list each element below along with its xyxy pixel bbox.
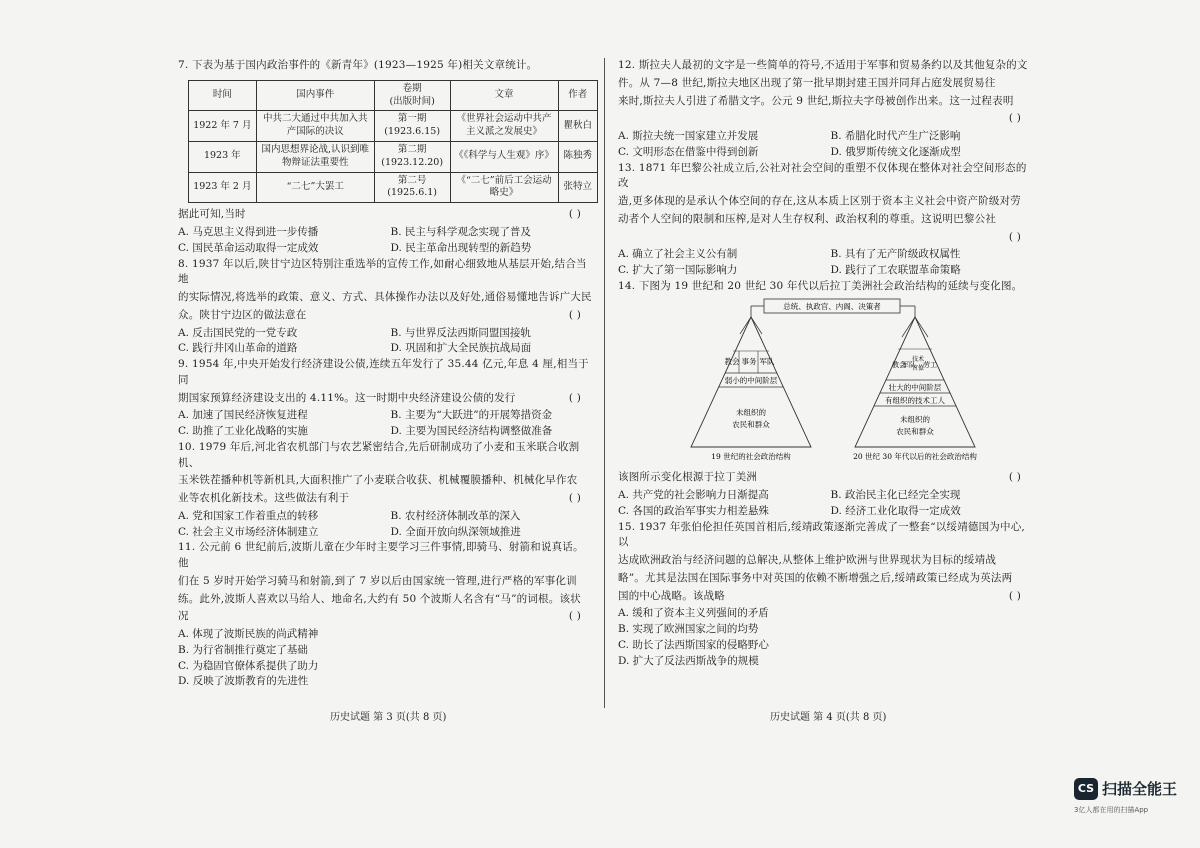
option-d: D. 反映了波斯教育的先进性 xyxy=(178,675,309,688)
option-a: A. 加速了国民经济恢复进程 xyxy=(178,409,308,422)
q8-options xyxy=(178,326,593,358)
q12-options xyxy=(618,129,1033,161)
cell-author: 陈独秀 xyxy=(558,142,597,173)
option-a: A. 共产党的社会影响力日渐提高 xyxy=(618,489,769,501)
option-b: B. 具有了无产阶级政权属性 xyxy=(830,248,961,261)
q10-line: 玉米铁茬播种机等新机具,大面积推广了小麦联合收获、机械覆膜播种、机械化早作农 xyxy=(178,474,578,487)
right-box-tech: 技术 xyxy=(911,355,925,363)
q13-paren-line xyxy=(618,230,1033,246)
option-d: D. 经济工业化取得一定成效 xyxy=(830,504,961,517)
option-c: C. 国民革命运动取得一定成效 xyxy=(178,241,319,254)
left-box-church: 教会 xyxy=(724,356,740,366)
option-a: A. 体现了波斯民族的尚武精神 xyxy=(178,628,319,640)
cell-event: 中共二大通过中共加入共产国际的决议 xyxy=(256,111,374,142)
left-middle-class-label: 弱小的中间阶层 xyxy=(724,375,778,385)
page-footer-right: 历史试题 第 4 页(共 8 页) xyxy=(770,712,887,723)
q12-line: 件。从 7—8 世纪,斯拉夫地区出现了第一批早期封建王国并同拜占庭发展贸易往 xyxy=(618,76,996,89)
option-c: C. 文明形态在借鉴中得到创新 xyxy=(618,145,759,158)
option-b: B. 为行省制推行奠定了基础 xyxy=(178,643,308,656)
q15-line-last xyxy=(618,589,1033,605)
table-row xyxy=(189,111,598,142)
q10-line-text: 业等农机化新技术。这些做法有利于 xyxy=(178,492,350,504)
option-d: D. 践行了工农联盟革命策略 xyxy=(830,264,961,276)
q7-lead xyxy=(178,207,593,223)
question-10 xyxy=(178,440,593,541)
q14-stem: 14. 下图为 19 世纪和 20 世纪 30 年代以后拉丁美洲社会政治结构的延续与变化图。 xyxy=(618,279,1023,292)
answer-paren: ( ) xyxy=(568,492,581,504)
q14-options xyxy=(618,488,1033,520)
question-12 xyxy=(618,58,1033,161)
q14-lead xyxy=(618,470,1033,486)
q11-options xyxy=(178,627,593,690)
question-14 xyxy=(618,279,1033,520)
q7-options xyxy=(178,225,593,257)
cell-issue xyxy=(374,172,450,203)
right-skilled-workers-label: 有组织的技术工人 xyxy=(885,395,945,405)
cell-time: 1922 年 7 月 xyxy=(189,111,257,142)
q7-table xyxy=(188,80,598,204)
option-a: A. 党和国家工作着重点的转移 xyxy=(178,509,319,522)
cell-article: 《世界社会运动中共产主义派之发展史》 xyxy=(450,111,558,142)
q9-options xyxy=(178,408,593,440)
page-footer-left: 历史试题 第 3 页(共 8 页) xyxy=(330,712,447,723)
q15-line: 达成欧洲政治与经济问题的总解决,从整体上维护欧洲与世界现状为目标的绥靖战 xyxy=(618,554,997,566)
right-bottom-label-2: 农民和群众 xyxy=(896,426,934,436)
scanner-logo xyxy=(1074,778,1177,801)
option-d: D. 扩大了反法西斯战争的规模 xyxy=(618,654,759,667)
table-row xyxy=(189,172,598,203)
q7-lead-text: 据此可知,当时 xyxy=(178,208,246,221)
q7-stem: 7. 下表为基于国内政治事件的《新青年》(1923—1925 年)相关文章统计。 xyxy=(178,59,538,71)
option-d: D. 主要为国民经济结构调整做准备 xyxy=(390,425,553,437)
header-time: 时间 xyxy=(189,80,257,111)
answer-paren: ( ) xyxy=(1008,589,1021,602)
q12-line: 12. 斯拉夫人最初的文字是一些简单的符号,不适用于军事和贸易条约以及其他复杂的文 xyxy=(618,59,1028,71)
pyramid-apex-line xyxy=(902,317,915,337)
q13-line: 造,更多体现的是承认个体空间的存在,这从本质上区别于资本主义社会中资产阶级对劳 xyxy=(618,195,1021,207)
option-d: D. 巩固和扩大全民族抗战局面 xyxy=(390,342,532,355)
q15-options xyxy=(618,606,1033,669)
cell-time: 1923 年 xyxy=(189,142,257,173)
right-box-army: 军队 xyxy=(902,360,916,369)
cell-article: 《“二七”前后工会运动略史》 xyxy=(450,172,558,203)
answer-paren: ( ) xyxy=(1008,230,1021,243)
cell-author: 瞿秋白 xyxy=(558,111,597,142)
q11-line: 练。此外,波斯人喜欢以马给人、地命名,大约有 50 个波斯人名含有“马”的词根。该状 xyxy=(178,592,581,605)
cell-time: 1923 年 2 月 xyxy=(189,172,257,203)
question-13 xyxy=(618,161,1033,279)
option-a: A. 马克思主义得到进一步传播 xyxy=(178,226,319,238)
cell-author: 张特立 xyxy=(558,172,597,203)
q12-paren-line xyxy=(618,111,1033,127)
option-d: D. 民主革命出现转型的新趋势 xyxy=(390,241,532,254)
pyramid-apex-line xyxy=(915,317,928,337)
header-issue-line1: 卷期 xyxy=(402,82,422,94)
q10-line: 10. 1979 年后,河北省农机部门与农艺紧密结合,先后研制成功了小麦和玉米联合收割机、 xyxy=(178,440,580,469)
option-a: A. 缓和了资本主义列强间的矛盾 xyxy=(618,607,769,620)
table-header-row xyxy=(189,80,598,111)
option-a: A. 斯拉夫统一国家建立并发展 xyxy=(618,130,759,142)
q8-line-last xyxy=(178,308,593,324)
cs-logo-icon: CS xyxy=(1074,778,1098,800)
q15-line: 略”。尤其是法国在国际事务中对英国的依赖不断增强之后,绥靖政策已经成为英法两 xyxy=(618,571,1013,584)
question-9 xyxy=(178,357,593,440)
option-c: C. 助长了法西斯国家的侵略野心 xyxy=(618,638,769,651)
right-bottom-label-1: 未组织的 xyxy=(900,414,930,424)
question-8 xyxy=(178,257,593,358)
option-c: C. 扩大了第一国际影响力 xyxy=(618,264,738,276)
q13-line: 动者个人空间的限制和压榨,是对人生存权利、政治权利的尊重。这说明巴黎公社 xyxy=(618,212,997,225)
q14-social-structure-diagram xyxy=(618,297,1033,465)
right-middle-class-label: 壮大的中间阶层 xyxy=(888,382,942,392)
option-d: D. 俄罗斯传统文化逐渐成型 xyxy=(830,145,961,158)
left-page-column xyxy=(178,58,593,690)
option-b: B. 与世界反法西斯同盟国接轨 xyxy=(390,326,531,339)
q11-line-text: 况 xyxy=(178,610,189,623)
question-15 xyxy=(618,520,1033,670)
q11-line: 11. 公元前 6 世纪前后,波斯儿童在少年时主要学习三件事情,即骑马、射箭和说真话。他 xyxy=(178,541,584,569)
q13-line: 13. 1871 年巴黎公社成立后,公社对社会空间的重塑不仅体现在整体对社会空间形态的改 xyxy=(618,161,1027,190)
answer-paren: ( ) xyxy=(568,391,581,404)
option-c: C. 社会主义市场经济体制建立 xyxy=(178,525,319,538)
header-issue-line2: (出版时间) xyxy=(389,95,435,107)
option-d: D. 全面开放向纵深领域推进 xyxy=(390,525,521,538)
answer-paren: ( ) xyxy=(568,308,581,321)
q8-line: 的实际情况,将选举的政策、意义、方式、具体操作办法以及好处,通俗易懂地告诉广大民 xyxy=(178,291,592,303)
q12-line: 来时,斯拉夫人引进了希腊文字。公元 9 世纪,斯拉夫字母被创作出来。这一过程表明 xyxy=(618,94,1014,107)
option-b: B. 民主与科学观念实现了普及 xyxy=(390,226,531,238)
header-event: 国内事件 xyxy=(256,80,374,111)
cell-issue-date: (1925.6.1) xyxy=(387,187,438,199)
option-c: C. 践行井冈山革命的道路 xyxy=(178,342,298,355)
cell-event: “二七”大罢工 xyxy=(256,172,374,203)
table-row xyxy=(189,142,598,173)
q15-line: 15. 1937 年张伯伦担任英国首相后,绥靖政策逐渐完善成了一整套“以绥靖德国为中心,以 xyxy=(618,520,1025,549)
option-b: B. 政治民主化已经完全实现 xyxy=(830,489,961,501)
left-bottom-label-1: 未组织的 xyxy=(736,407,766,417)
q9-line-text: 期国家预算经济建设支出的 4.11%。这一时期中央经济建设公债的发行 xyxy=(178,391,516,404)
top-leadership-label: 总统、执政官、内阁、决策者 xyxy=(783,301,881,311)
right-box-church: 教会 xyxy=(892,360,906,369)
left-caption: 19 世纪的社会政治结构 xyxy=(711,451,791,461)
question-7 xyxy=(178,58,593,257)
header-article: 文章 xyxy=(450,80,558,111)
right-box-bureaucracy: 官僚 xyxy=(911,364,925,372)
answer-paren: ( ) xyxy=(568,610,581,623)
q9-line: 9. 1954 年,中央开始发行经济建设公债,连续五年发行了 35.44 亿元,年息 4 厘,相当于同 xyxy=(178,358,589,386)
right-box-labor: 劳工 xyxy=(923,360,937,369)
cell-issue-date: (1923.6.15) xyxy=(384,126,441,138)
option-b: B. 主要为“大跃进”的开展筹措资金 xyxy=(390,409,553,422)
left-bottom-label-2: 农民和群众 xyxy=(732,419,770,429)
q8-line: 8. 1937 年以后,陕甘宁边区特别注重选举的宣传工作,如耐心细致地从基层开始,结合当地 xyxy=(178,257,587,286)
q9-line-last xyxy=(178,391,593,407)
answer-paren: ( ) xyxy=(568,208,581,221)
option-a: A. 确立了社会主义公有制 xyxy=(618,248,738,261)
left-box-affairs: 事务 xyxy=(741,356,757,366)
option-a: A. 反击国民党的一党专政 xyxy=(178,326,298,339)
answer-paren: ( ) xyxy=(1008,471,1021,484)
header-author: 作者 xyxy=(558,80,597,111)
q14-lead-text: 该图所示变化根源于拉丁美洲 xyxy=(618,471,758,484)
pyramid-apex-line xyxy=(740,317,751,334)
cell-article: 《《科学与人生观》序》 xyxy=(450,142,558,173)
q15-line-text: 国的中心战略。该战略 xyxy=(618,589,725,602)
answer-paren: ( ) xyxy=(1008,112,1021,125)
q10-line-last xyxy=(178,491,593,507)
page-divider xyxy=(604,58,605,708)
q13-options xyxy=(618,247,1033,279)
option-b: B. 实现了欧洲国家之间的均势 xyxy=(618,623,759,635)
option-c: C. 为稳固官僚体系提供了助力 xyxy=(178,659,319,672)
cell-issue-name: 第一期 xyxy=(397,113,427,125)
scanner-app-tagline: 3亿人都在用的扫描App xyxy=(1074,806,1149,814)
scanner-app-name: 扫描全能王 xyxy=(1102,780,1178,798)
cell-issue-date: (1923.12.20) xyxy=(381,156,444,168)
option-c: C. 各国的政治军事实力相差悬殊 xyxy=(618,504,769,517)
cell-issue xyxy=(374,111,450,142)
q10-options xyxy=(178,509,593,541)
pyramid-apex-line xyxy=(751,317,762,334)
cell-issue-name: 第二号 xyxy=(397,174,427,186)
option-b: B. 农村经济体制改革的深入 xyxy=(390,509,521,522)
cell-issue xyxy=(374,142,450,173)
cell-issue-name: 第二期 xyxy=(397,144,427,155)
q8-line-text: 众。陕甘宁边区的做法意在 xyxy=(178,308,307,321)
cell-event: 国内思想界论战,认识到唯物辩证法重要性 xyxy=(256,142,374,173)
right-page-column xyxy=(618,58,1033,669)
header-issue xyxy=(374,80,450,111)
left-box-army: 军队 xyxy=(759,356,775,366)
question-11 xyxy=(178,540,593,690)
q11-line-last xyxy=(178,609,593,625)
option-b: B. 希腊化时代产生广泛影响 xyxy=(830,130,961,142)
q11-line: 们在 5 岁时开始学习骑马和射箭,到了 7 岁以后由国家统一管理,进行严格的军事化训 xyxy=(178,574,577,587)
right-caption: 20 世纪 30 年代以后的社会政治结构 xyxy=(853,451,977,461)
option-c: C. 助推了工业化战略的实施 xyxy=(178,425,308,437)
